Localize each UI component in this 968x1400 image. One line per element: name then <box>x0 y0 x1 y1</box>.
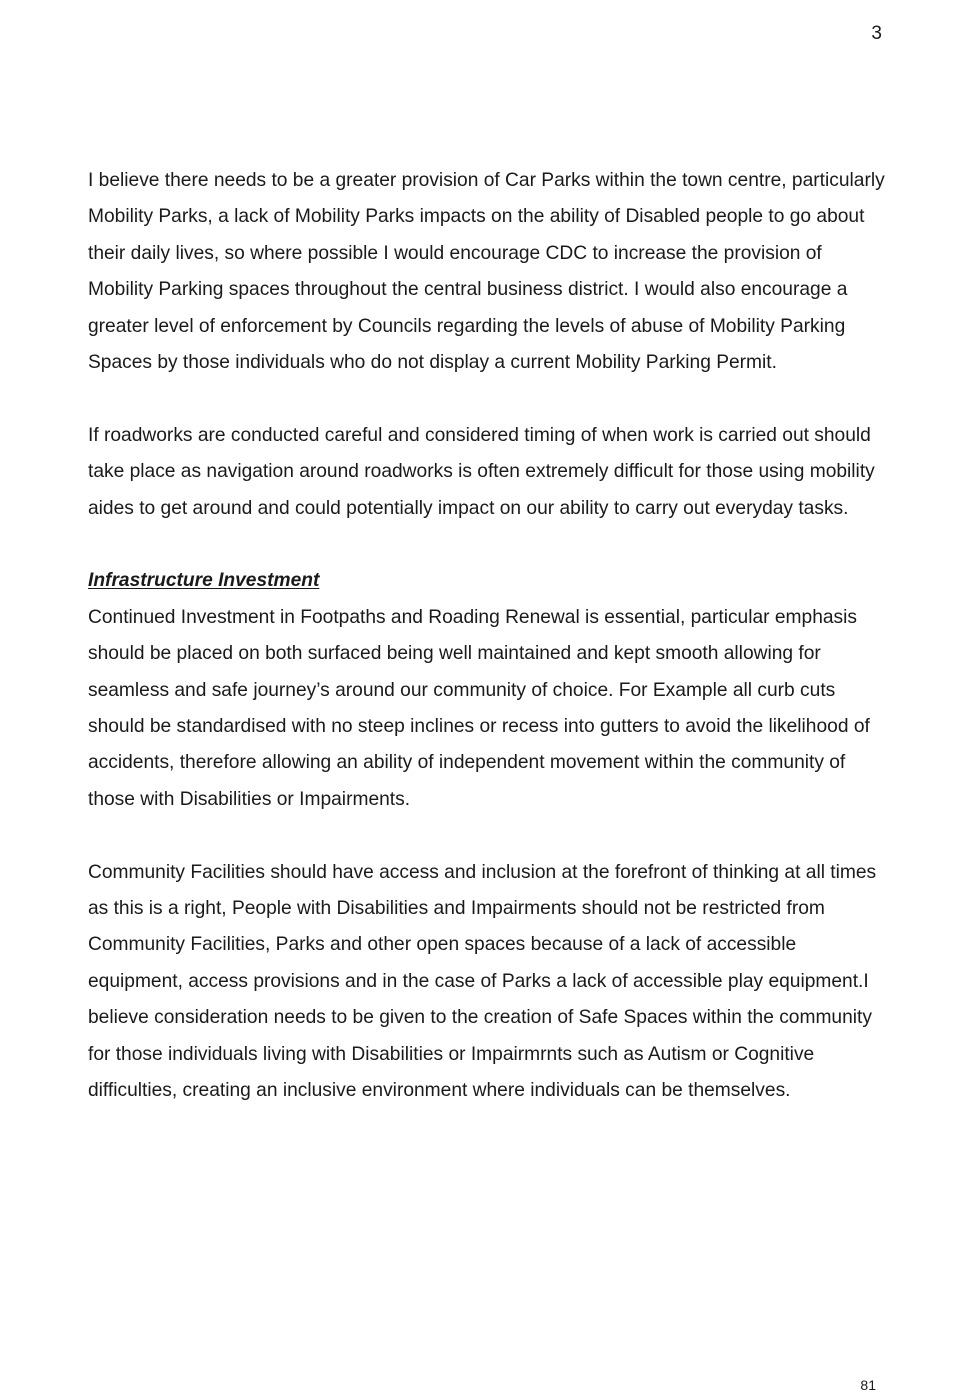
paragraph-spacer <box>88 527 888 563</box>
document-body <box>88 163 888 1110</box>
page-number-top: 3 <box>871 23 882 44</box>
paragraph-spacer <box>88 381 888 417</box>
paragraph-roadworks: If roadworks are conducted careful and considered timing of when work is carried out should take place as navigation around roadworks is often extremely difficult for those using mobility aides to get around and could potentially impact on our ability to carry out everyday tasks. <box>88 424 875 519</box>
page-number-bottom: 81 <box>860 1377 876 1393</box>
section-heading-infrastructure: Infrastructure Investment <box>88 570 320 592</box>
paragraph-footpaths: Continued Investment in Footpaths and Roading Renewal is essential, particular emphasis should be placed on both surfaced being well maintained and kept smooth allowing for seamless and safe journey’s around our community of choice. For Example all curb cuts should be standardised with no steep inclines or recess into gutters to avoid the likelihood of accidents, therefore allowing an ability of independent movement within the community of those with Disabilities or Impairments. <box>88 606 870 810</box>
paragraph-community-facilities: Community Facilities should have access and inclusion at the forefront of thinking at all times as this is a right, People with Disabilities and Impairments should not be restricted from Community Facilities, Parks and other open spaces because of a lack of accessible equipment, access provisions and in the case of Parks a lack of accessible play equipment.I believe consideration needs to be given to the creation of Safe Spaces within the community for those individuals living with Disabilities or Impairmrnts such as Autism or Cognitive difficulties, creating an inclusive environment where individuals can be themselves. <box>88 861 877 1102</box>
paragraph-car-parks: I believe there needs to be a greater provision of Car Parks within the town centre, particularly Mobility Parks, a lack of Mobility Parks impacts on the ability of Disabled people to go about their daily lives, so where possible I would encourage CDC to increase the provision of Mobility Parking spaces throughout the central business district. I would also encourage a greater level of enforcement by Councils regarding the levels of abuse of Mobility Parking Spaces by those individuals who do not display a current Mobility Parking Permit. <box>88 170 885 374</box>
paragraph-spacer <box>88 818 888 854</box>
